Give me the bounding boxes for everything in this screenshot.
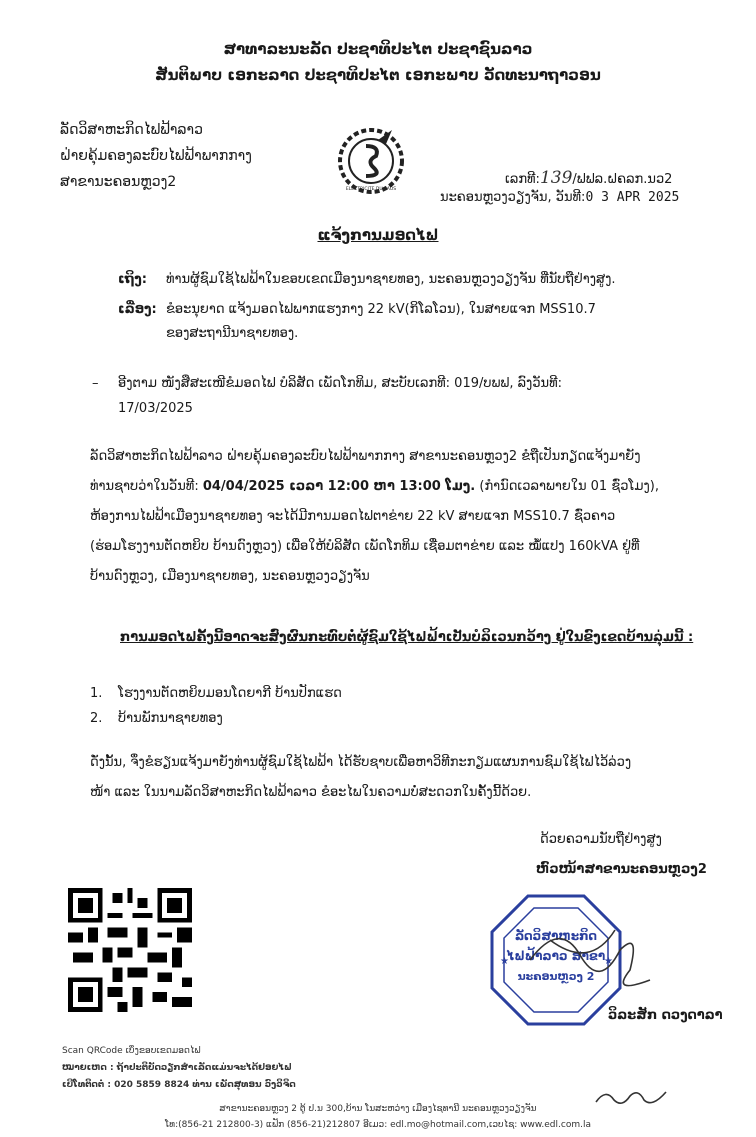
qr-note-contact: ເບີໂທຕິດຕໍ່ : 020 5859 8824 ທ່ານ ເພັດສຸທອນ ວົງວິຈິດ: [62, 1080, 296, 1090]
body-line4: (ຮ່ອມໂຮງງານຕັດຫຍິບ ບ້ານດົງຫຼວງ) ເພື່ອໃຫ້ບໍລິສັດ ເພັດໂກທິມ ເຊື່ອມຕາຂ່າຍ ແລະ ໝໍ້ແປງ 160kVA ຢູ່ທີ່: [90, 539, 640, 554]
date-stamp: 0 3 APR 2025: [585, 190, 680, 205]
body-line5: ບ້ານດົງຫຼວງ, ເມືອງນາຊາຍທອງ, ນະຄອນຫຼວງວຽງຈັນ: [90, 569, 370, 584]
edl-logo-icon: [336, 126, 406, 196]
reference-label: ເລກທີ:: [505, 172, 540, 187]
org-department: ຝ່າຍຄຸ້ມຄອງລະບົບໄຟຟ້າພາກກາງ: [60, 148, 252, 164]
motto-header: ສັນຕິພາບ ເອກະລາດ ປະຊາທິປະໄຕ ເອກະພາບ ວັດທະນາຖາວອນ: [155, 66, 601, 84]
to-label: ເຖິງ:: [118, 272, 148, 287]
country-header: ສາທາລະນະລັດ ປະຊາທິປະໄຕ ປະຊາຊົນລາວ: [223, 40, 533, 58]
reference-handwritten-number: 139: [539, 168, 573, 188]
stamp-star-right-icon: ★: [604, 956, 613, 967]
body-line2: [90, 474, 690, 499]
outage-time: 04/04/2025 ເວລາ 12:00 ຫາ 13:00 ໂມງ.: [202, 479, 476, 494]
signatory-name: ວິລະສັກ ດວງດາລາ: [608, 1008, 723, 1023]
to-text: ທ່ານຜູ້ຊົມໃຊ້ໄຟຟ້າໃນຂອບເຂດເມືອງນາຊາຍທອງ, ນະຄອນຫຼວງວຽງຈັນ ທີ່ນັບຖືຢ່າງສູງ.: [166, 272, 616, 287]
qr-note-remark: ໝາຍເຫດ : ຖ້າປະຕິບັດວຽກສຳເລັດແມ່ນຈະໄດ້ຢອຍໄຟ: [62, 1063, 292, 1073]
logo-text: ELECTRICITE DU LAOS: [345, 187, 397, 192]
subject-line1: ຂໍອະນຸຍາດ ແຈ້ງມອດໄຟພາກແຮງກາງ 22 kV(ກິໂລໂວນ), ໃນສາຍແຈກ MSS10.7: [166, 302, 596, 317]
stamp-line3: ນະຄອນຫຼວງ 2: [517, 970, 595, 983]
body-line3: ຫ້ອງການໄຟຟ້າເມືອງນາຊາຍທອງ ຈະໄດ້ມີການມອດໄຟຕາຂ່າຍ 22 kV ສາຍແຈກ MSS10.7 ຊົ່ວຄາວ: [90, 509, 616, 524]
org-name: ລັດວິສາຫະກິດໄຟຟ້າລາວ: [60, 122, 203, 138]
subject-label: ເລື່ອງ:: [118, 302, 157, 317]
footer-address: ສາຂານະຄອນຫຼວງ 2 ຕູ້ ປ.ນ 300,ບ້ານ ໂນສະຫວ່າງ ເມືອງໄຊທານີ ນະຄອນຫຼວງວຽງຈັນ: [219, 1104, 537, 1114]
area-item-2: ບ້ານພັກນາຊາຍທອງ: [118, 711, 223, 726]
body-line1: ລັດວິສາຫະກິດໄຟຟ້າລາວ ຝ່າຍຄຸ້ມຄອງລະບົບໄຟຟ້າພາກກາງ ສາຂານະຄອນຫຼວງ2 ຂໍຖືເປັນກຽດແຈ້ງມາຍັງ: [90, 449, 641, 464]
regards: ດ້ວຍຄວາມນັບຖືຢ່າງສູງ: [540, 832, 662, 847]
qr-note-scan: Scan QRCode ເບິ່ງຂອບເຂດມອດໄຟ: [62, 1046, 201, 1056]
subject-line2: ຂອງສະຖານີນາຊາຍທອງ.: [166, 326, 299, 341]
reference-suffix: /ຟຟລ.ຝຄລກ.ນວ2: [572, 172, 673, 187]
document-date: [440, 190, 679, 205]
basis-line2: 17/03/2025: [118, 401, 193, 416]
stamp-line1: ລັດວິສາຫະກິດ: [514, 929, 598, 943]
footer-contact: ໂທ:(856-21 212800-3) ແຟັກ (856-21)212807 ອີເມວ: edl.mo@hotmail.com,ເວບໄຊ: www.edl.com.la: [165, 1120, 591, 1130]
date-label: ນະຄອນຫຼວງວຽງຈັນ, ວັນທີ:: [440, 190, 586, 205]
qr-code-icon[interactable]: [68, 888, 192, 1012]
closing-line2: ໜ້າ ແລະ ໃນນາມລັດວິສາຫະກິດໄຟຟ້າລາວ ຂໍອະໄພໃນຄວາມບໍ່ສະດວກໃນຄັ້ງນີ້ດ້ວຍ.: [90, 785, 532, 800]
org-branch: ສາຂານະຄອນຫຼວງ2: [60, 174, 177, 190]
notice-title: ແຈ້ງການມອດໄຟ: [317, 226, 439, 244]
body-line2-c: (ກຳນົດເວລາພາຍໃນ 01 ຊົ່ວໂມງ),: [475, 479, 660, 494]
affected-heading: ການມອດໄຟຄັ້ງນີ້ອາດຈະສົ່ງຜົນກະທົບຕໍ່ຜູ້ຊົມໃຊ້ໄຟຟ້າເປັນບໍລິເວນກວ້າງ ຢູ່ໃນຂົງເຂດບ້ານລຸ່ມນີ້ :: [120, 630, 694, 645]
closing-line1: ດັ່ງນັ້ນ, ຈຶ່ງຂໍຮຽນແຈ້ງມາຍັງທ່ານຜູ້ຊົມໃຊ້ໄຟຟ້າ ໄດ້ຮັບຊາບເພື່ອຫາວິທີກະກຽມແຜນການຊົມໃຊ້ໄຟໄວ້ລ່ວງ: [90, 755, 632, 770]
stamp-line2: ໄຟຟ້າລາວ ສາຂາ: [506, 949, 606, 963]
signatory-position: ຫົວໜ້າສາຂານະຄອນຫຼວງ2: [536, 862, 707, 877]
basis-bullet: –: [92, 376, 99, 391]
stamp-star-left-icon: ★: [500, 956, 509, 967]
body-line2-a: ທ່ານຊາບວ່າໃນວັນທີ:: [90, 479, 203, 494]
area-number-1: 1.: [90, 686, 103, 701]
basis-line1: ອີງຕາມ ໜັງສືສະເໜີຂໍມອດໄຟ ບໍລິສັດ ເພັດໂກທິມ, ສະບັບເລກທີ: 019/ບພຟ, ລົງວັນທີ:: [118, 376, 563, 391]
reference-number: [505, 168, 672, 188]
area-item-1: ໂຮງງານຕັດຫຍິບມອນໂດຍາກີ ບ້ານປັກແຮດ: [118, 686, 342, 701]
signature-scribble: [517, 900, 670, 1010]
area-number-2: 2.: [90, 711, 103, 726]
